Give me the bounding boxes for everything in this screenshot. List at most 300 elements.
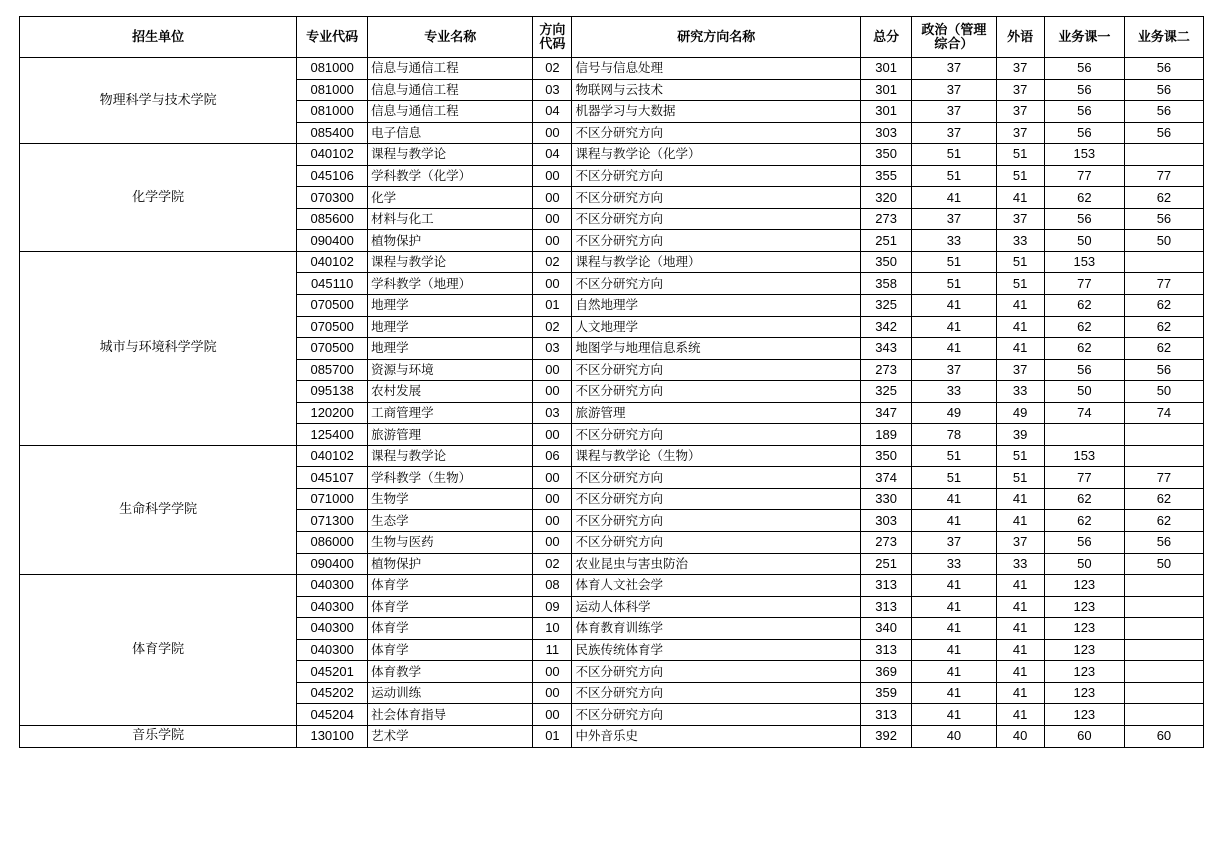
direction-code-cell: 00: [533, 510, 572, 532]
major-code-cell: 040300: [297, 618, 368, 640]
major-code-cell: 045110: [297, 273, 368, 295]
header-politics: 政治（管理综合）: [912, 17, 996, 58]
direction-code-cell: 00: [533, 532, 572, 554]
header-total: 总分: [860, 17, 911, 58]
foreign-score-cell: 51: [996, 144, 1044, 166]
direction-name-cell: 机器学习与大数据: [572, 101, 861, 123]
course-two-score-cell: 62: [1124, 488, 1203, 510]
header-major-code: 专业代码: [297, 17, 368, 58]
total-score-cell: 358: [860, 273, 911, 295]
major-code-cell: 125400: [297, 424, 368, 446]
unit-cell: 体育学院: [20, 575, 297, 726]
foreign-score-cell: 37: [996, 58, 1044, 80]
direction-code-cell: 00: [533, 467, 572, 489]
politics-score-cell: 41: [912, 316, 996, 338]
direction-code-cell: 00: [533, 704, 572, 726]
total-score-cell: 301: [860, 101, 911, 123]
header-unit: 招生单位: [20, 17, 297, 58]
politics-score-cell: 51: [912, 273, 996, 295]
politics-score-cell: 51: [912, 165, 996, 187]
direction-name-cell: 不区分研究方向: [572, 532, 861, 554]
direction-code-cell: 00: [533, 661, 572, 683]
major-code-cell: 071000: [297, 488, 368, 510]
major-name-cell: 电子信息: [368, 122, 533, 144]
total-score-cell: 273: [860, 208, 911, 230]
major-name-cell: 信息与通信工程: [368, 79, 533, 101]
course-two-score-cell: 56: [1124, 208, 1203, 230]
direction-code-cell: 00: [533, 488, 572, 510]
course-one-score-cell: 56: [1044, 58, 1124, 80]
major-code-cell: 085700: [297, 359, 368, 381]
course-one-score-cell: 77: [1044, 165, 1124, 187]
direction-name-cell: 旅游管理: [572, 402, 861, 424]
foreign-score-cell: 41: [996, 618, 1044, 640]
major-name-cell: 学科教学（生物）: [368, 467, 533, 489]
direction-name-cell: 自然地理学: [572, 295, 861, 317]
direction-name-cell: 人文地理学: [572, 316, 861, 338]
total-score-cell: 313: [860, 596, 911, 618]
direction-name-cell: 不区分研究方向: [572, 230, 861, 252]
direction-code-cell: 00: [533, 424, 572, 446]
total-score-cell: 313: [860, 575, 911, 597]
direction-code-cell: 00: [533, 122, 572, 144]
direction-code-cell: 03: [533, 79, 572, 101]
course-one-score-cell: 62: [1044, 295, 1124, 317]
major-code-cell: 070500: [297, 316, 368, 338]
direction-code-cell: 02: [533, 58, 572, 80]
course-two-score-cell: [1124, 251, 1203, 273]
major-code-cell: 070500: [297, 338, 368, 360]
politics-score-cell: 78: [912, 424, 996, 446]
table-row: [20, 725, 1204, 747]
major-code-cell: 040300: [297, 575, 368, 597]
major-code-cell: 045201: [297, 661, 368, 683]
table-row: [20, 144, 1204, 166]
total-score-cell: 350: [860, 445, 911, 467]
foreign-score-cell: 51: [996, 445, 1044, 467]
major-code-cell: 120200: [297, 402, 368, 424]
direction-name-cell: 运动人体科学: [572, 596, 861, 618]
course-two-score-cell: 77: [1124, 467, 1203, 489]
politics-score-cell: 51: [912, 251, 996, 273]
course-one-score-cell: 123: [1044, 618, 1124, 640]
direction-code-cell: 11: [533, 639, 572, 661]
course-one-score-cell: 50: [1044, 553, 1124, 575]
foreign-score-cell: 41: [996, 704, 1044, 726]
major-name-cell: 化学: [368, 187, 533, 209]
foreign-score-cell: 49: [996, 402, 1044, 424]
direction-name-cell: 农业昆虫与害虫防治: [572, 553, 861, 575]
direction-name-cell: 信号与信息处理: [572, 58, 861, 80]
header-row: [20, 17, 1204, 58]
foreign-score-cell: 37: [996, 79, 1044, 101]
course-two-score-cell: 56: [1124, 122, 1203, 144]
foreign-score-cell: 37: [996, 208, 1044, 230]
foreign-score-cell: 41: [996, 682, 1044, 704]
direction-name-cell: 不区分研究方向: [572, 682, 861, 704]
major-code-cell: 081000: [297, 101, 368, 123]
foreign-score-cell: 41: [996, 187, 1044, 209]
course-one-score-cell: 123: [1044, 704, 1124, 726]
politics-score-cell: 41: [912, 704, 996, 726]
politics-score-cell: 37: [912, 58, 996, 80]
course-two-score-cell: 56: [1124, 79, 1203, 101]
direction-name-cell: 课程与教学论（地理）: [572, 251, 861, 273]
direction-name-cell: 不区分研究方向: [572, 208, 861, 230]
direction-name-cell: 中外音乐史: [572, 725, 861, 747]
politics-score-cell: 41: [912, 618, 996, 640]
major-name-cell: 旅游管理: [368, 424, 533, 446]
direction-code-cell: 01: [533, 295, 572, 317]
total-score-cell: 303: [860, 122, 911, 144]
course-one-score-cell: 62: [1044, 316, 1124, 338]
total-score-cell: 301: [860, 79, 911, 101]
politics-score-cell: 51: [912, 445, 996, 467]
score-table: [19, 16, 1204, 748]
course-one-score-cell: 123: [1044, 639, 1124, 661]
direction-name-cell: 不区分研究方向: [572, 359, 861, 381]
foreign-score-cell: 51: [996, 165, 1044, 187]
course-one-score-cell: 153: [1044, 144, 1124, 166]
course-one-score-cell: 60: [1044, 725, 1124, 747]
course-one-score-cell: 50: [1044, 230, 1124, 252]
total-score-cell: 392: [860, 725, 911, 747]
course-one-score-cell: 56: [1044, 532, 1124, 554]
direction-name-cell: 不区分研究方向: [572, 165, 861, 187]
direction-code-cell: 00: [533, 187, 572, 209]
direction-name-cell: 不区分研究方向: [572, 187, 861, 209]
total-score-cell: 189: [860, 424, 911, 446]
direction-code-cell: 04: [533, 101, 572, 123]
total-score-cell: 325: [860, 381, 911, 403]
table-row: [20, 445, 1204, 467]
major-code-cell: 040102: [297, 445, 368, 467]
major-code-cell: 085400: [297, 122, 368, 144]
total-score-cell: 330: [860, 488, 911, 510]
course-one-score-cell: 62: [1044, 338, 1124, 360]
course-two-score-cell: [1124, 661, 1203, 683]
major-code-cell: 090400: [297, 553, 368, 575]
major-name-cell: 农村发展: [368, 381, 533, 403]
major-code-cell: 081000: [297, 79, 368, 101]
foreign-score-cell: 39: [996, 424, 1044, 446]
major-name-cell: 生物学: [368, 488, 533, 510]
course-two-score-cell: 50: [1124, 553, 1203, 575]
major-name-cell: 资源与环境: [368, 359, 533, 381]
foreign-score-cell: 41: [996, 575, 1044, 597]
politics-score-cell: 41: [912, 661, 996, 683]
total-score-cell: 347: [860, 402, 911, 424]
foreign-score-cell: 37: [996, 532, 1044, 554]
course-one-score-cell: 123: [1044, 661, 1124, 683]
course-two-score-cell: 74: [1124, 402, 1203, 424]
foreign-score-cell: 37: [996, 122, 1044, 144]
course-two-score-cell: [1124, 596, 1203, 618]
total-score-cell: 273: [860, 359, 911, 381]
politics-score-cell: 41: [912, 488, 996, 510]
course-one-score-cell: 123: [1044, 682, 1124, 704]
course-one-score-cell: 62: [1044, 187, 1124, 209]
politics-score-cell: 41: [912, 295, 996, 317]
major-name-cell: 地理学: [368, 316, 533, 338]
foreign-score-cell: 41: [996, 488, 1044, 510]
politics-score-cell: 41: [912, 639, 996, 661]
major-name-cell: 体育教学: [368, 661, 533, 683]
major-name-cell: 艺术学: [368, 725, 533, 747]
major-name-cell: 信息与通信工程: [368, 101, 533, 123]
foreign-score-cell: 41: [996, 510, 1044, 532]
direction-name-cell: 不区分研究方向: [572, 424, 861, 446]
total-score-cell: 343: [860, 338, 911, 360]
course-two-score-cell: [1124, 704, 1203, 726]
total-score-cell: 325: [860, 295, 911, 317]
foreign-score-cell: 41: [996, 596, 1044, 618]
direction-code-cell: 02: [533, 316, 572, 338]
total-score-cell: 374: [860, 467, 911, 489]
course-two-score-cell: 77: [1124, 273, 1203, 295]
course-one-score-cell: 77: [1044, 467, 1124, 489]
total-score-cell: 369: [860, 661, 911, 683]
direction-name-cell: 不区分研究方向: [572, 510, 861, 532]
major-name-cell: 运动训练: [368, 682, 533, 704]
total-score-cell: 251: [860, 553, 911, 575]
politics-score-cell: 37: [912, 79, 996, 101]
direction-name-cell: 体育教育训练学: [572, 618, 861, 640]
total-score-cell: 320: [860, 187, 911, 209]
direction-code-cell: 00: [533, 273, 572, 295]
foreign-score-cell: 33: [996, 230, 1044, 252]
major-name-cell: 地理学: [368, 295, 533, 317]
major-name-cell: 植物保护: [368, 230, 533, 252]
foreign-score-cell: 41: [996, 338, 1044, 360]
politics-score-cell: 37: [912, 122, 996, 144]
major-name-cell: 学科教学（化学）: [368, 165, 533, 187]
header-major-name: 专业名称: [368, 17, 533, 58]
direction-code-cell: 02: [533, 251, 572, 273]
major-name-cell: 地理学: [368, 338, 533, 360]
table-row: [20, 575, 1204, 597]
course-two-score-cell: 56: [1124, 359, 1203, 381]
table-row: [20, 251, 1204, 273]
major-code-cell: 070300: [297, 187, 368, 209]
unit-cell: 生命科学学院: [20, 445, 297, 574]
major-name-cell: 体育学: [368, 575, 533, 597]
politics-score-cell: 41: [912, 575, 996, 597]
header-course-one: 业务课一: [1044, 17, 1124, 58]
course-two-score-cell: 62: [1124, 295, 1203, 317]
major-code-cell: 085600: [297, 208, 368, 230]
direction-code-cell: 06: [533, 445, 572, 467]
unit-cell: 物理科学与技术学院: [20, 58, 297, 144]
course-two-score-cell: 56: [1124, 58, 1203, 80]
major-code-cell: 081000: [297, 58, 368, 80]
course-two-score-cell: 56: [1124, 532, 1203, 554]
foreign-score-cell: 41: [996, 295, 1044, 317]
direction-code-cell: 02: [533, 553, 572, 575]
major-code-cell: 045107: [297, 467, 368, 489]
course-two-score-cell: [1124, 575, 1203, 597]
course-one-score-cell: 62: [1044, 510, 1124, 532]
direction-name-cell: 不区分研究方向: [572, 467, 861, 489]
total-score-cell: 301: [860, 58, 911, 80]
course-one-score-cell: 62: [1044, 488, 1124, 510]
total-score-cell: 340: [860, 618, 911, 640]
course-two-score-cell: 62: [1124, 338, 1203, 360]
course-one-score-cell: [1044, 424, 1124, 446]
unit-cell: 音乐学院: [20, 725, 297, 747]
direction-name-cell: 不区分研究方向: [572, 488, 861, 510]
politics-score-cell: 37: [912, 532, 996, 554]
foreign-score-cell: 33: [996, 381, 1044, 403]
direction-code-cell: 04: [533, 144, 572, 166]
direction-code-cell: 03: [533, 338, 572, 360]
direction-name-cell: 物联网与云技术: [572, 79, 861, 101]
major-code-cell: 090400: [297, 230, 368, 252]
foreign-score-cell: 41: [996, 316, 1044, 338]
course-two-score-cell: 56: [1124, 101, 1203, 123]
course-one-score-cell: 123: [1044, 596, 1124, 618]
major-code-cell: 070500: [297, 295, 368, 317]
direction-name-cell: 不区分研究方向: [572, 661, 861, 683]
politics-score-cell: 33: [912, 553, 996, 575]
header-foreign-language: 外语: [996, 17, 1044, 58]
major-name-cell: 工商管理学: [368, 402, 533, 424]
major-name-cell: 生物与医药: [368, 532, 533, 554]
header-direction-name: 研究方向名称: [572, 17, 861, 58]
direction-name-cell: 不区分研究方向: [572, 704, 861, 726]
politics-score-cell: 41: [912, 596, 996, 618]
course-two-score-cell: [1124, 639, 1203, 661]
total-score-cell: 273: [860, 532, 911, 554]
foreign-score-cell: 51: [996, 273, 1044, 295]
direction-code-cell: 03: [533, 402, 572, 424]
major-name-cell: 体育学: [368, 639, 533, 661]
major-name-cell: 课程与教学论: [368, 251, 533, 273]
total-score-cell: 303: [860, 510, 911, 532]
foreign-score-cell: 51: [996, 467, 1044, 489]
course-one-score-cell: 56: [1044, 101, 1124, 123]
major-code-cell: 095138: [297, 381, 368, 403]
direction-code-cell: 00: [533, 230, 572, 252]
major-name-cell: 体育学: [368, 618, 533, 640]
foreign-score-cell: 33: [996, 553, 1044, 575]
direction-code-cell: 00: [533, 381, 572, 403]
politics-score-cell: 51: [912, 144, 996, 166]
major-code-cell: 086000: [297, 532, 368, 554]
direction-code-cell: 00: [533, 208, 572, 230]
politics-score-cell: 41: [912, 510, 996, 532]
major-name-cell: 植物保护: [368, 553, 533, 575]
course-two-score-cell: [1124, 682, 1203, 704]
major-name-cell: 社会体育指导: [368, 704, 533, 726]
politics-score-cell: 41: [912, 187, 996, 209]
direction-name-cell: 不区分研究方向: [572, 122, 861, 144]
total-score-cell: 355: [860, 165, 911, 187]
politics-score-cell: 51: [912, 467, 996, 489]
foreign-score-cell: 40: [996, 725, 1044, 747]
total-score-cell: 342: [860, 316, 911, 338]
politics-score-cell: 41: [912, 682, 996, 704]
direction-name-cell: 不区分研究方向: [572, 381, 861, 403]
course-two-score-cell: 77: [1124, 165, 1203, 187]
major-name-cell: 材料与化工: [368, 208, 533, 230]
major-code-cell: 045204: [297, 704, 368, 726]
course-one-score-cell: 56: [1044, 79, 1124, 101]
unit-cell: 城市与环境科学学院: [20, 251, 297, 445]
politics-score-cell: 33: [912, 230, 996, 252]
politics-score-cell: 40: [912, 725, 996, 747]
table-row: [20, 58, 1204, 80]
major-code-cell: 040300: [297, 639, 368, 661]
total-score-cell: 350: [860, 144, 911, 166]
course-two-score-cell: 62: [1124, 510, 1203, 532]
direction-name-cell: 课程与教学论（生物）: [572, 445, 861, 467]
course-one-score-cell: 50: [1044, 381, 1124, 403]
direction-code-cell: 00: [533, 165, 572, 187]
header-course-two: 业务课二: [1124, 17, 1203, 58]
major-code-cell: 071300: [297, 510, 368, 532]
course-one-score-cell: 153: [1044, 445, 1124, 467]
politics-score-cell: 37: [912, 101, 996, 123]
unit-cell: 化学学院: [20, 144, 297, 252]
politics-score-cell: 33: [912, 381, 996, 403]
course-one-score-cell: 74: [1044, 402, 1124, 424]
politics-score-cell: 41: [912, 338, 996, 360]
course-two-score-cell: [1124, 424, 1203, 446]
direction-code-cell: 08: [533, 575, 572, 597]
major-name-cell: 学科教学（地理）: [368, 273, 533, 295]
course-two-score-cell: 50: [1124, 230, 1203, 252]
major-name-cell: 体育学: [368, 596, 533, 618]
direction-code-cell: 00: [533, 359, 572, 381]
politics-score-cell: 49: [912, 402, 996, 424]
direction-name-cell: 地图学与地理信息系统: [572, 338, 861, 360]
foreign-score-cell: 41: [996, 661, 1044, 683]
course-one-score-cell: 56: [1044, 122, 1124, 144]
direction-name-cell: 民族传统体育学: [572, 639, 861, 661]
major-code-cell: 045202: [297, 682, 368, 704]
header-direction-code: 方向代码: [533, 17, 572, 58]
total-score-cell: 359: [860, 682, 911, 704]
course-one-score-cell: 153: [1044, 251, 1124, 273]
total-score-cell: 350: [860, 251, 911, 273]
politics-score-cell: 37: [912, 359, 996, 381]
direction-code-cell: 10: [533, 618, 572, 640]
major-code-cell: 040102: [297, 251, 368, 273]
politics-score-cell: 37: [912, 208, 996, 230]
course-one-score-cell: 56: [1044, 359, 1124, 381]
course-two-score-cell: [1124, 618, 1203, 640]
major-code-cell: 045106: [297, 165, 368, 187]
course-one-score-cell: 123: [1044, 575, 1124, 597]
direction-code-cell: 01: [533, 725, 572, 747]
foreign-score-cell: 41: [996, 639, 1044, 661]
course-two-score-cell: [1124, 445, 1203, 467]
total-score-cell: 313: [860, 639, 911, 661]
total-score-cell: 313: [860, 704, 911, 726]
course-two-score-cell: 60: [1124, 725, 1203, 747]
course-two-score-cell: 50: [1124, 381, 1203, 403]
course-two-score-cell: 62: [1124, 187, 1203, 209]
major-code-cell: 130100: [297, 725, 368, 747]
total-score-cell: 251: [860, 230, 911, 252]
foreign-score-cell: 37: [996, 101, 1044, 123]
direction-name-cell: 不区分研究方向: [572, 273, 861, 295]
direction-name-cell: 体育人文社会学: [572, 575, 861, 597]
direction-code-cell: 00: [533, 682, 572, 704]
direction-name-cell: 课程与教学论（化学）: [572, 144, 861, 166]
course-two-score-cell: [1124, 144, 1203, 166]
